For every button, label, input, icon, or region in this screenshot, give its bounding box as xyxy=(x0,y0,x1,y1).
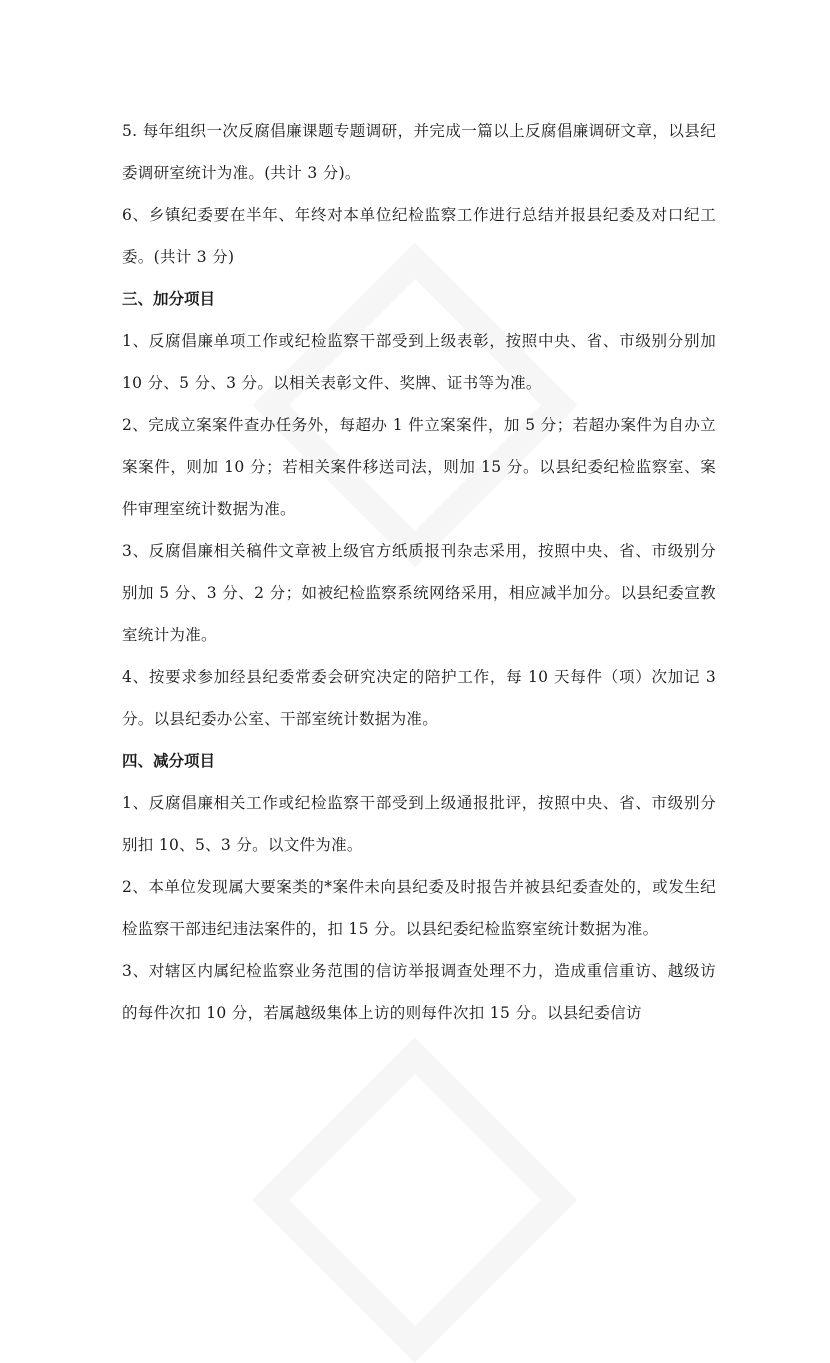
diamond-watermark-icon xyxy=(252,1037,577,1362)
section-heading-bonus: 三、加分项目 xyxy=(122,290,216,308)
paragraph-item-6: 6、乡镇纪委要在半年、年终对本单位纪检监察工作进行总结并报县纪委及对口纪工委。(共计 3 分) xyxy=(122,206,716,266)
bonus-item-1: 1、反腐倡廉单项工作或纪检监察干部受到上级表彰，按照中央、省、市级别分别加 10 分、5 分、3 分。以相关表彰文件、奖牌、证书等为准。 xyxy=(122,332,716,392)
document-page xyxy=(122,110,716,1034)
section-heading-deduction: 四、减分项目 xyxy=(122,752,216,770)
deduction-item-3: 3、对辖区内属纪检监察业务范围的信访举报调查处理不力，造成重信重访、越级访的每件次扣 10 分，若属越级集体上访的则每件次扣 15 分。以县纪委信访 xyxy=(122,962,716,1022)
paragraph-item-5: 5. 每年组织一次反腐倡廉课题专题调研，并完成一篇以上反腐倡廉调研文章，以县纪委调研室统计为准。(共计 3 分)。 xyxy=(122,122,716,182)
deduction-item-2: 2、本单位发现属大要案类的*案件未向县纪委及时报告并被县纪委查处的，或发生纪检监察干部违纪违法案件的，扣 15 分。以县纪委纪检监察室统计数据为准。 xyxy=(122,878,716,938)
bonus-item-3: 3、反腐倡廉相关稿件文章被上级官方纸质报刊杂志采用，按照中央、省、市级别分别加 5 分、3 分、2 分；如被纪检监察系统网络采用，相应减半加分。以县纪委宣教室统计为准。 xyxy=(122,542,716,644)
deduction-item-1: 1、反腐倡廉相关工作或纪检监察干部受到上级通报批评，按照中央、省、市级别分别扣 10、5、3 分。以文件为准。 xyxy=(122,794,716,854)
bonus-item-4: 4、按要求参加经县纪委常委会研究决定的陪护工作，每 10 天每件（项）次加记 3 分。以县纪委办公室、干部室统计数据为准。 xyxy=(122,668,716,728)
bonus-item-2: 2、完成立案案件查办任务外，每超办 1 件立案案件，加 5 分；若超办案件为自办立案案件，则加 10 分；若相关案件移送司法，则加 15 分。以县纪委纪检监察室、案件审理室统计数据为准。 xyxy=(122,416,716,518)
